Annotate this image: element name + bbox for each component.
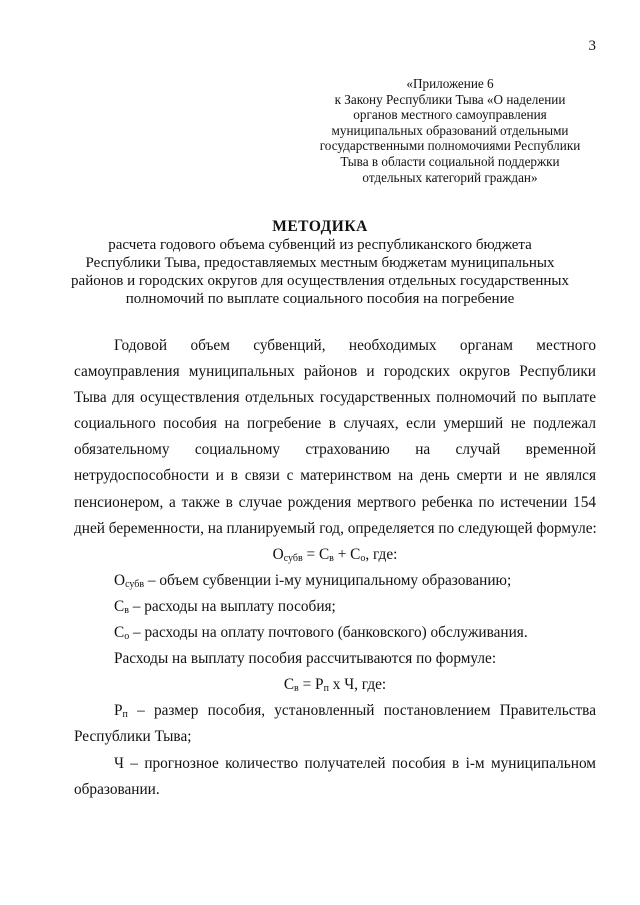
document-title: МЕТОДИКА xyxy=(272,218,368,235)
paragraph-line: Республики Тыва; xyxy=(74,728,192,746)
document-title-block xyxy=(40,218,600,308)
appendix-line: отдельных категорий граждан» xyxy=(362,169,538,185)
appendix-line: органов местного самоуправления xyxy=(353,107,547,123)
appendix-header xyxy=(300,76,600,185)
paragraph-line: дней беременности, на планируемый год, определяется по следующей формуле: xyxy=(74,519,597,537)
appendix-line: «Приложение 6 xyxy=(406,76,494,91)
subtitle-line: Республики Тыва, предоставляемых местным бюджетам муниципальных xyxy=(85,255,555,271)
appendix-line: муниципальных образований отдельными xyxy=(331,122,569,138)
appendix-line: Тыва в области социальной поддержки xyxy=(340,153,560,169)
page-number: 3 xyxy=(588,38,596,54)
document-subtitle xyxy=(40,236,600,308)
definition-osubv: $О_{субв}$ – объем субвенции i-му муниципальному образованию; xyxy=(114,571,512,590)
paragraph-line: образовании. xyxy=(74,780,160,798)
subtitle-line: расчета годового объема субвенций из республиканского бюджета xyxy=(108,237,532,253)
paragraph-line: Годовой объем субвенций, необходимых органам местного xyxy=(114,337,596,354)
paragraph-line: социального пособия на погребение в случаях, если умерший не подлежал xyxy=(74,415,596,433)
paragraph-line: Ч – прогнозное количество получателей пособия в i-м муниципальном xyxy=(114,754,596,772)
formula-subvention: $О_{субв} = С_в + С_о$, где: xyxy=(272,545,398,564)
paragraph-line: самоуправления муниципальных районов и городских округов Республики xyxy=(74,363,596,381)
document-body xyxy=(74,333,596,803)
formula-expenses: $С_в = Р_п$ х Ч, где: xyxy=(283,676,387,695)
paragraph-line: обязательному социальному страхованию на случай временной xyxy=(74,441,596,459)
subtitle-line: полномочий по выплате социального пособия на погребение xyxy=(125,291,515,307)
definition-ch xyxy=(74,751,596,803)
subtitle-line: районов и городских округов для осуществления отдельных государственных xyxy=(71,273,569,289)
paragraph-line: нетрудоспособности и в связи с материнством на день смерти и не являлся xyxy=(74,467,596,485)
definition-co: $С_о$ – расходы на оплату почтового (банковского) обслуживания. xyxy=(114,624,528,643)
definition-rp: $Р_п$ – размер пособия, установленный постановлением Правительства Республики Тыва; xyxy=(74,698,596,750)
paragraph-intro xyxy=(74,333,596,542)
appendix-line: государственными полномочиями Республики xyxy=(319,138,581,154)
paragraph-line: Тыва для осуществления отдельных государственных полномочий по выплате xyxy=(74,389,596,407)
definition-cv: $С_в$ – расходы на выплату пособия; xyxy=(114,597,336,616)
appendix-line: к Закону Республики Тыва «О наделении xyxy=(334,91,566,107)
paragraph-line: пенсионером, а также в случае рождения мертвого ребенка по истечении 154 xyxy=(74,493,596,511)
calc-intro: Расходы на выплату пособия рассчитываются по формуле: xyxy=(114,650,497,668)
